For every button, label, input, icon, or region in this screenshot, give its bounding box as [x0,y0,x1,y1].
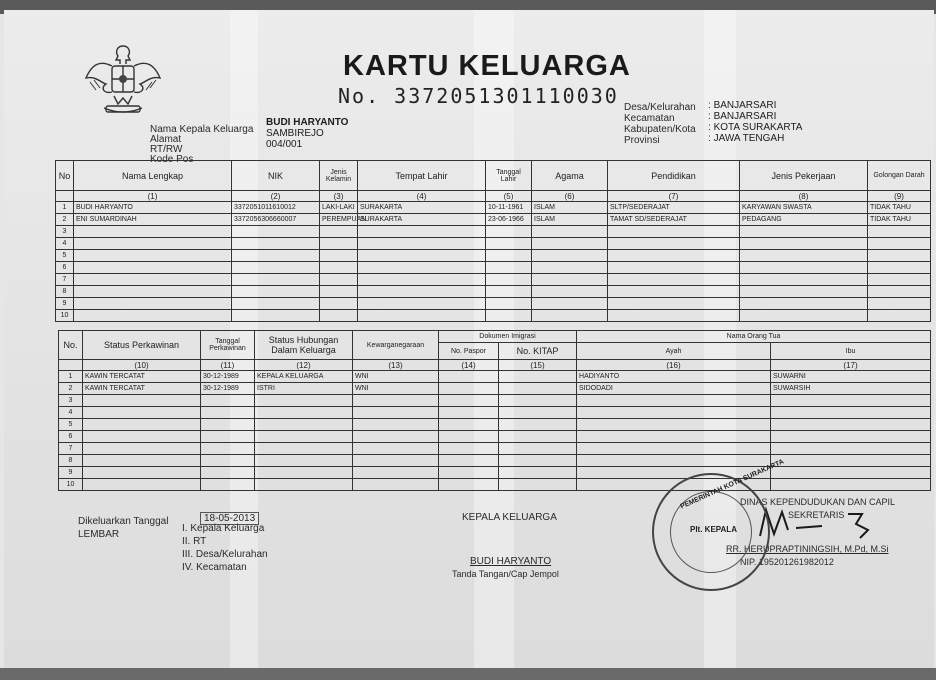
table-cell [353,395,439,407]
table-cell: 30-12-1989 [201,371,255,383]
table-cell: ISLAM [532,214,608,226]
idx-cell: (8) [740,191,868,202]
label-rtrw: RT/RW [150,144,183,155]
th2-orang-tua: Nama Orang Tua [577,331,931,343]
table-cell [740,298,868,310]
table-cell [532,226,608,238]
row-number: 1 [59,371,83,383]
table-cell [577,395,771,407]
table-cell [486,238,532,250]
table-row [56,298,931,310]
row-number: 6 [56,262,74,274]
table-cell: ENI SUMARDINAH [74,214,232,226]
table-cell [353,443,439,455]
seal-inner-text: Plt. KEPALA [690,525,737,534]
table-cell [439,407,499,419]
dinas-sub: SEKRETARIS [788,510,845,520]
table-cell [740,250,868,262]
row-number: 5 [56,250,74,262]
table-cell [532,298,608,310]
row-number: 7 [56,274,74,286]
table-cell [532,310,608,322]
table-cell [499,455,577,467]
table-cell [358,286,486,298]
table-cell [353,455,439,467]
table-cell [868,262,931,274]
table-cell [608,310,740,322]
table-cell [74,226,232,238]
table-cell [232,274,320,286]
table-cell [74,274,232,286]
label-kodepos: Kode Pos [150,154,194,165]
label-desa: Desa/Kelurahan [624,102,696,113]
table-cell [771,479,931,491]
table-cell [771,395,931,407]
table-cell [439,383,499,395]
table-cell [532,262,608,274]
table-row [59,431,931,443]
table-cell [232,238,320,250]
row-number: 8 [56,286,74,298]
table-cell [353,431,439,443]
table-cell [868,286,931,298]
row-number: 5 [59,419,83,431]
kepala-keluarga-name: BUDI HARYANTO [470,556,552,567]
table-cell [486,262,532,274]
table1-index-row [56,191,931,202]
table-cell [201,455,255,467]
table-cell [320,298,358,310]
table-row [59,395,931,407]
table-cell [74,286,232,298]
table2-group-row [59,331,931,343]
table-cell [486,286,532,298]
table-cell [577,419,771,431]
row-number: 9 [59,467,83,479]
table-cell [83,443,201,455]
table-cell [577,443,771,455]
kepala-keluarga-title: KEPALA KELUARGA [462,512,557,523]
official-nip: NIP. 195201261982012 [740,557,834,567]
table-row [59,443,931,455]
idx-cell: (6) [532,191,608,202]
row-number: 9 [56,298,74,310]
table-row [56,214,931,226]
table-cell: SURAKARTA [358,202,486,214]
table-cell: TIDAK TAHU [868,202,931,214]
table-cell [201,431,255,443]
table-cell [740,226,868,238]
table-cell [353,467,439,479]
table-cell [358,310,486,322]
value-rtrw: 004/001 [266,139,303,150]
table-cell [358,250,486,262]
table-cell [320,262,358,274]
table-cell [608,274,740,286]
th-nik: NIK [232,161,320,191]
table-cell: 3372051011610012 [232,202,320,214]
table-cell [608,286,740,298]
idx-cell: (5) [486,191,532,202]
th-nama: Nama Lengkap [74,161,232,191]
table-cell [83,395,201,407]
table-cell [74,238,232,250]
table-row [59,371,931,383]
row-number: 7 [59,443,83,455]
idx-cell: (3) [320,191,358,202]
table-cell [320,274,358,286]
value-alamat: SAMBIREJO [266,128,324,139]
table-cell [358,298,486,310]
table-cell [83,467,201,479]
table-row [56,262,931,274]
table-cell [201,419,255,431]
row-number: 4 [56,238,74,250]
table-cell: TIDAK TAHU [868,214,931,226]
table-cell [201,395,255,407]
th2-hubungan: Status Hubungan Dalam Keluarga [255,331,353,360]
table-cell [255,395,353,407]
family-status-table [58,330,931,491]
row-number: 10 [59,479,83,491]
table-cell [439,443,499,455]
table-cell [358,274,486,286]
document-title: KARTU KELUARGA [343,50,631,82]
dinas-title: DINAS KEPENDUDUKAN DAN CAPIL [740,497,896,507]
th2-paspor: No. Paspor [439,343,499,360]
idx-cell: (7) [608,191,740,202]
th-tgl-lahir: Tanggal Lahir [486,161,532,191]
row-number: 3 [59,395,83,407]
idx-cell: (16) [577,360,771,371]
table-cell [499,407,577,419]
official-seal [652,458,786,591]
table-cell [499,419,577,431]
table-cell [201,479,255,491]
table-row [59,419,931,431]
table-cell [577,431,771,443]
table-cell [532,238,608,250]
table-cell [74,310,232,322]
table-cell [255,419,353,431]
lembar-item: IV. Kecamatan [182,562,247,573]
table-cell [232,226,320,238]
table-cell [320,286,358,298]
idx-cell: (4) [358,191,486,202]
table-cell: WNI [353,383,439,395]
label-alamat: Alamat [150,134,182,145]
table-cell [608,298,740,310]
table-cell: SURAKARTA [358,214,486,226]
th-pekerjaan: Jenis Pekerjaan [740,161,868,191]
table-cell [608,226,740,238]
th2-status-kawin: Status Perkawinan [83,331,201,360]
table-cell [486,250,532,262]
table-cell [486,298,532,310]
table-cell: 30-12-1989 [201,383,255,395]
seal-outer-text: PEMERINTAH KOTA SURAKARTA [679,458,786,511]
table-cell [486,226,532,238]
table-row [59,479,931,491]
th-jk: Jenis Kelamin [320,161,358,191]
table-cell [255,455,353,467]
th-tempat-lahir: Tempat Lahir [358,161,486,191]
table-cell [353,419,439,431]
table-cell [532,250,608,262]
row-number: 6 [59,431,83,443]
official-name: RR. HERUPRAPTININGSIH, M.Pd, M.Si [726,544,889,554]
idx-cell: (1) [74,191,232,202]
table-cell [439,455,499,467]
label-nama-kepala: Nama Kepala Keluarga [150,124,254,135]
table-cell: PEDAGANG [740,214,868,226]
table-cell: SIDODADI [577,383,771,395]
table-cell [532,286,608,298]
table-cell: SUWARNI [771,371,931,383]
table-row [56,202,931,214]
table-cell: WNI [353,371,439,383]
table-cell [83,455,201,467]
table-cell [740,286,868,298]
signature-caption: Tanda Tangan/Cap Jempol [452,569,559,579]
table-cell [740,262,868,274]
table-cell [868,238,931,250]
table-cell [320,238,358,250]
table-cell [255,407,353,419]
table-cell: 3372056306660007 [232,214,320,226]
lembar-label: LEMBAR [78,529,120,540]
th-agama: Agama [532,161,608,191]
idx-cell: (10) [83,360,201,371]
table-cell [439,431,499,443]
table-cell [486,274,532,286]
table-cell: KARYAWAN SWASTA [740,202,868,214]
th2-kitap: No. KITAP [499,343,577,360]
table-cell: SUWARSIH [771,383,931,395]
issued-date: 18-05-2013 [200,512,259,525]
th2-kewarganegaraan: Kewarganegaraan [353,331,439,360]
table-cell: TAMAT SD/SEDERAJAT [608,214,740,226]
table-cell [320,250,358,262]
table-cell [439,467,499,479]
family-members-table [55,160,931,322]
table-cell [868,310,931,322]
table-cell: SLTP/SEDERAJAT [608,202,740,214]
value-provinsi: : JAWA TENGAH [708,133,785,144]
table-cell [201,407,255,419]
th2-no: No. [59,331,83,360]
table-cell [740,310,868,322]
table-row [59,467,931,479]
table-row [56,310,931,322]
idx-cell: (9) [868,191,931,202]
garuda-emblem-icon [82,38,164,120]
table-cell [255,443,353,455]
th2-ayah: Ayah [577,343,771,360]
table-cell [608,238,740,250]
row-number: 10 [56,310,74,322]
table-row [56,274,931,286]
table-cell [83,419,201,431]
table-cell: 10-11-1961 [486,202,532,214]
table-cell [499,479,577,491]
row-number: 8 [59,455,83,467]
value-kabupaten: : KOTA SURAKARTA [708,122,803,133]
th2-ibu: Ibu [771,343,931,360]
table-cell [358,226,486,238]
table-cell: ISTRI [255,383,353,395]
table-cell [532,274,608,286]
label-kabupaten: Kabupaten/Kota [624,124,696,135]
table-cell [868,298,931,310]
table-cell [439,395,499,407]
idx-cell: (13) [353,360,439,371]
row-number: 4 [59,407,83,419]
th2-tgl-kawin: Tanggal Perkawinan [201,331,255,360]
table-cell [353,479,439,491]
table-cell [255,431,353,443]
table-cell [439,371,499,383]
table-cell: ISLAM [532,202,608,214]
label-kecamatan: Kecamatan [624,113,675,124]
table-cell [83,431,201,443]
table-row [56,238,931,250]
table-cell [771,455,931,467]
table-row [59,407,931,419]
table-cell [201,467,255,479]
table-cell: HADIYANTO [577,371,771,383]
table-cell [771,431,931,443]
lembar-item: III. Desa/Kelurahan [182,549,268,560]
table-row [59,455,931,467]
table-cell [771,467,931,479]
table-cell: 23-06-1966 [486,214,532,226]
table-cell [740,274,868,286]
table-cell [201,443,255,455]
idx-cell: (2) [232,191,320,202]
table-cell [232,250,320,262]
table-cell [499,383,577,395]
table-cell [499,443,577,455]
table-cell [255,479,353,491]
table-row [56,286,931,298]
table-cell [439,419,499,431]
value-nama-kepala: BUDI HARYANTO [266,117,349,128]
table-cell [232,286,320,298]
idx-cell: (12) [255,360,353,371]
table-cell: LAKI-LAKI [320,202,358,214]
table-cell [83,479,201,491]
signature-mark [752,500,882,546]
th2-imigrasi: Dokumen Imigrasi [439,331,577,343]
table-row [56,250,931,262]
table-cell [499,371,577,383]
table-cell: PEREMPUAN [320,214,358,226]
idx-cell: (15) [499,360,577,371]
table-cell [577,407,771,419]
table-cell [771,443,931,455]
table-cell [486,310,532,322]
table-cell [740,238,868,250]
table-cell [771,419,931,431]
row-number: 1 [56,202,74,214]
table-cell [358,238,486,250]
table-cell [74,298,232,310]
idx-cell: (17) [771,360,931,371]
table-cell [499,467,577,479]
label-provinsi: Provinsi [624,135,660,146]
table-cell [608,250,740,262]
table-cell [74,262,232,274]
table-cell [868,250,931,262]
th-pendidikan: Pendidikan [608,161,740,191]
row-number: 3 [56,226,74,238]
table-cell [771,407,931,419]
table-cell: BUDI HARYANTO [74,202,232,214]
th-goldar: Golongan Darah [868,161,931,191]
value-kecamatan: : BANJARSARI [708,111,777,122]
row-number: 2 [56,214,74,226]
th-no: No [56,161,74,191]
table-cell [232,262,320,274]
table-cell [499,395,577,407]
table2-index-row [59,360,931,371]
table-cell [232,298,320,310]
table1-header-row [56,161,931,191]
table-cell [232,310,320,322]
lembar-item: II. RT [182,536,207,547]
table-cell [255,467,353,479]
table-cell [868,274,931,286]
table-cell: KAWIN TERCATAT [83,371,201,383]
table-cell [358,262,486,274]
table-cell [83,407,201,419]
value-desa: : BANJARSARI [708,100,777,111]
table-cell [439,479,499,491]
table-cell [353,407,439,419]
idx-cell: (14) [439,360,499,371]
issued-label: Dikeluarkan Tanggal [78,516,169,527]
table-row [56,226,931,238]
kk-number: No. 3372051301110030 [338,84,619,108]
row-number: 2 [59,383,83,395]
lembar-item: I. Kepala Keluarga [182,523,265,534]
table-row [59,383,931,395]
table-cell: KAWIN TERCATAT [83,383,201,395]
table-cell [868,226,931,238]
idx-cell: (11) [201,360,255,371]
table-cell [608,262,740,274]
table-cell [320,310,358,322]
scan-bottom-edge [0,668,936,680]
table-cell [74,250,232,262]
table-cell [320,226,358,238]
table-cell: KEPALA KELUARGA [255,371,353,383]
table-cell [499,431,577,443]
table-cell [577,455,771,467]
